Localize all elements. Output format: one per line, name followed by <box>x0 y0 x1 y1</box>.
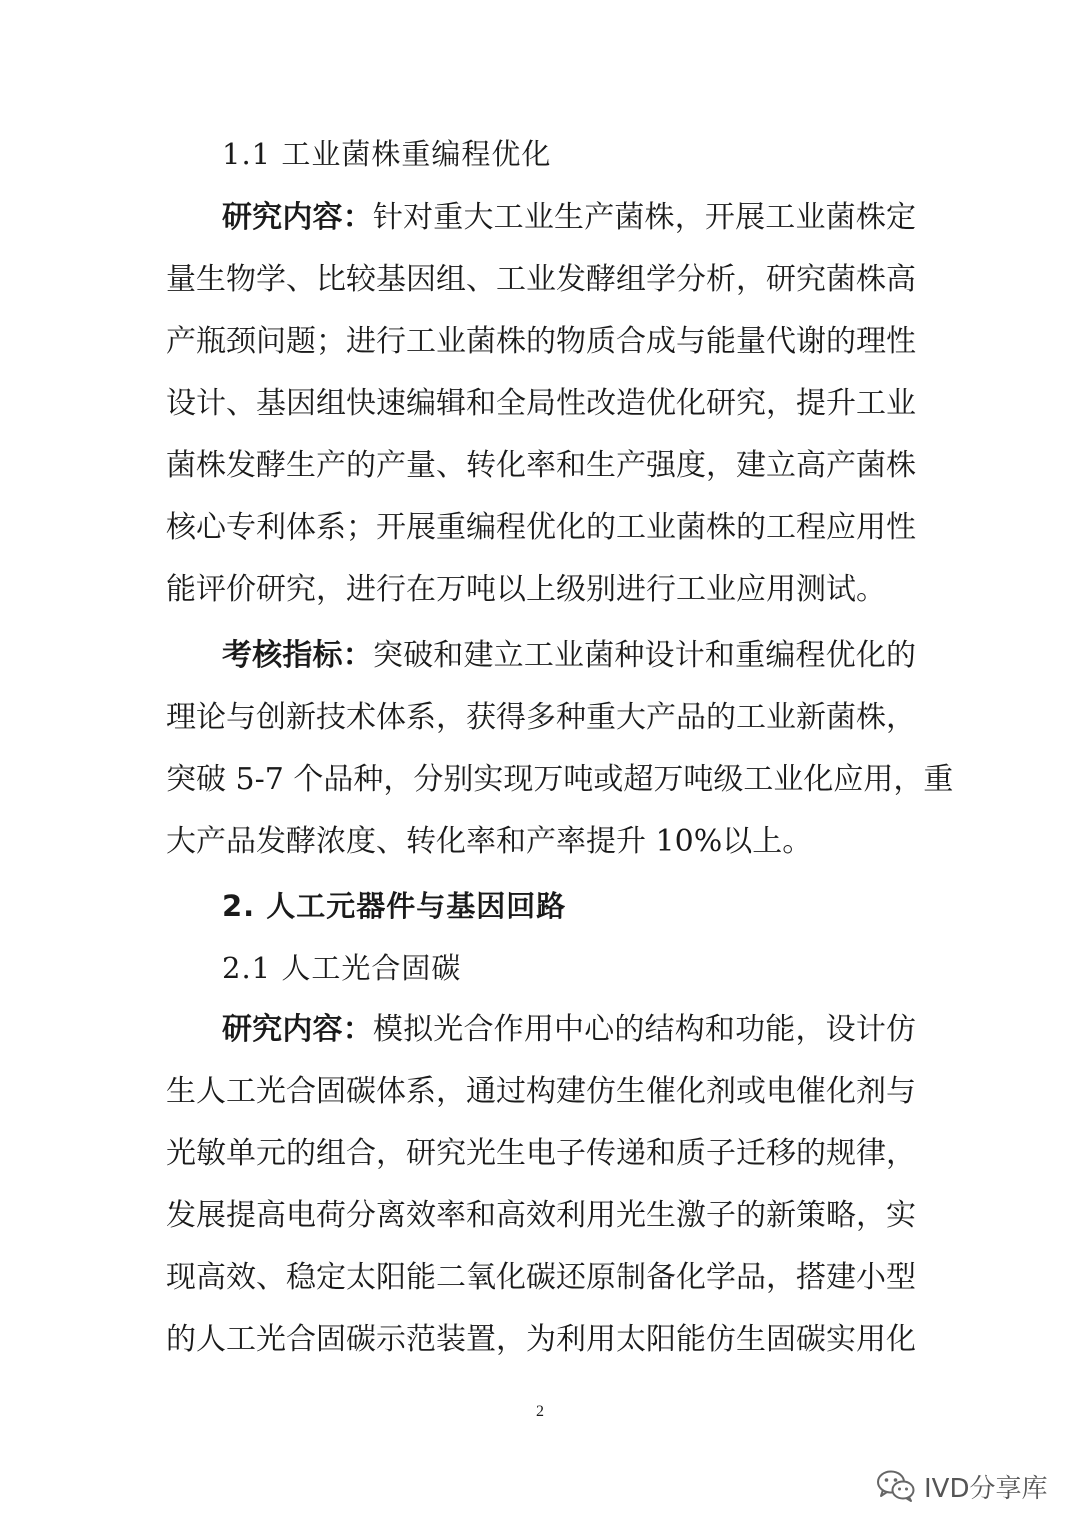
paragraph-line: 大产品发酵浓度、转化率和产率提升 10%以上。 <box>166 824 813 859</box>
paragraph-line: 菌株发酵生产的产量、转化率和生产强度，建立高产菌株 <box>166 448 916 483</box>
paragraph-line: 核心专利体系；开展重编程优化的工业菌株的工程应用性 <box>166 510 916 545</box>
wechat-icon <box>876 1469 916 1503</box>
paragraph-line: 能评价研究，进行在万吨以上级别进行工业应用测试。 <box>166 572 886 607</box>
paragraph-line: 发展提高电荷分离效率和高效利用光生激子的新策略，实 <box>166 1198 916 1233</box>
section-1-1-heading: 1.1 工业菌株重编程优化 <box>222 137 552 171</box>
watermark-text: IVD分享库 <box>924 1473 1048 1504</box>
paragraph-line: 理论与创新技术体系，获得多种重大产品的工业新菌株， <box>166 700 916 735</box>
assessment-label: 考核指标： <box>222 638 373 673</box>
paragraph-line: 光敏单元的组合，研究光生电子传递和质子迁移的规律， <box>166 1136 916 1171</box>
paragraph-line <box>222 636 916 676</box>
paragraph-line: 现高效、稳定太阳能二氧化碳还原制备化学品，搭建小型 <box>166 1260 916 1295</box>
section-2-heading: 2. 人工元器件与基因回路 <box>222 889 567 923</box>
paragraph-line: 量生物学、比较基因组、工业发酵组学分析，研究菌株高 <box>166 262 916 297</box>
paragraph-line: 产瓶颈问题；进行工业菌株的物质合成与能量代谢的理性 <box>166 324 916 359</box>
paragraph-line: 突破 5-7 个品种，分别实现万吨或超万吨级工业化应用，重 <box>166 762 954 797</box>
paragraph-line <box>222 1010 916 1050</box>
line-text: 突破和建立工业菌种设计和重编程优化的 <box>372 638 917 673</box>
research-label: 研究内容： <box>222 200 373 235</box>
section-2-1-heading: 2.1 人工光合固碳 <box>222 951 462 985</box>
paragraph-line: 设计、基因组快速编辑和全局性改造优化研究，提升工业 <box>166 386 916 421</box>
paragraph-line: 的人工光合固碳示范装置，为利用太阳能仿生固碳实用化 <box>166 1322 916 1357</box>
paragraph-line <box>222 198 916 238</box>
page-number: 2 <box>536 1403 544 1420</box>
paragraph-line: 生人工光合固碳体系，通过构建仿生催化剂或电催化剂与 <box>166 1074 916 1109</box>
line-text: 模拟光合作用中心的结构和功能，设计仿 <box>372 1012 917 1047</box>
line-text: 针对重大工业生产菌株，开展工业菌株定 <box>372 200 917 235</box>
watermark <box>876 1466 1047 1506</box>
research-label: 研究内容： <box>222 1012 373 1047</box>
